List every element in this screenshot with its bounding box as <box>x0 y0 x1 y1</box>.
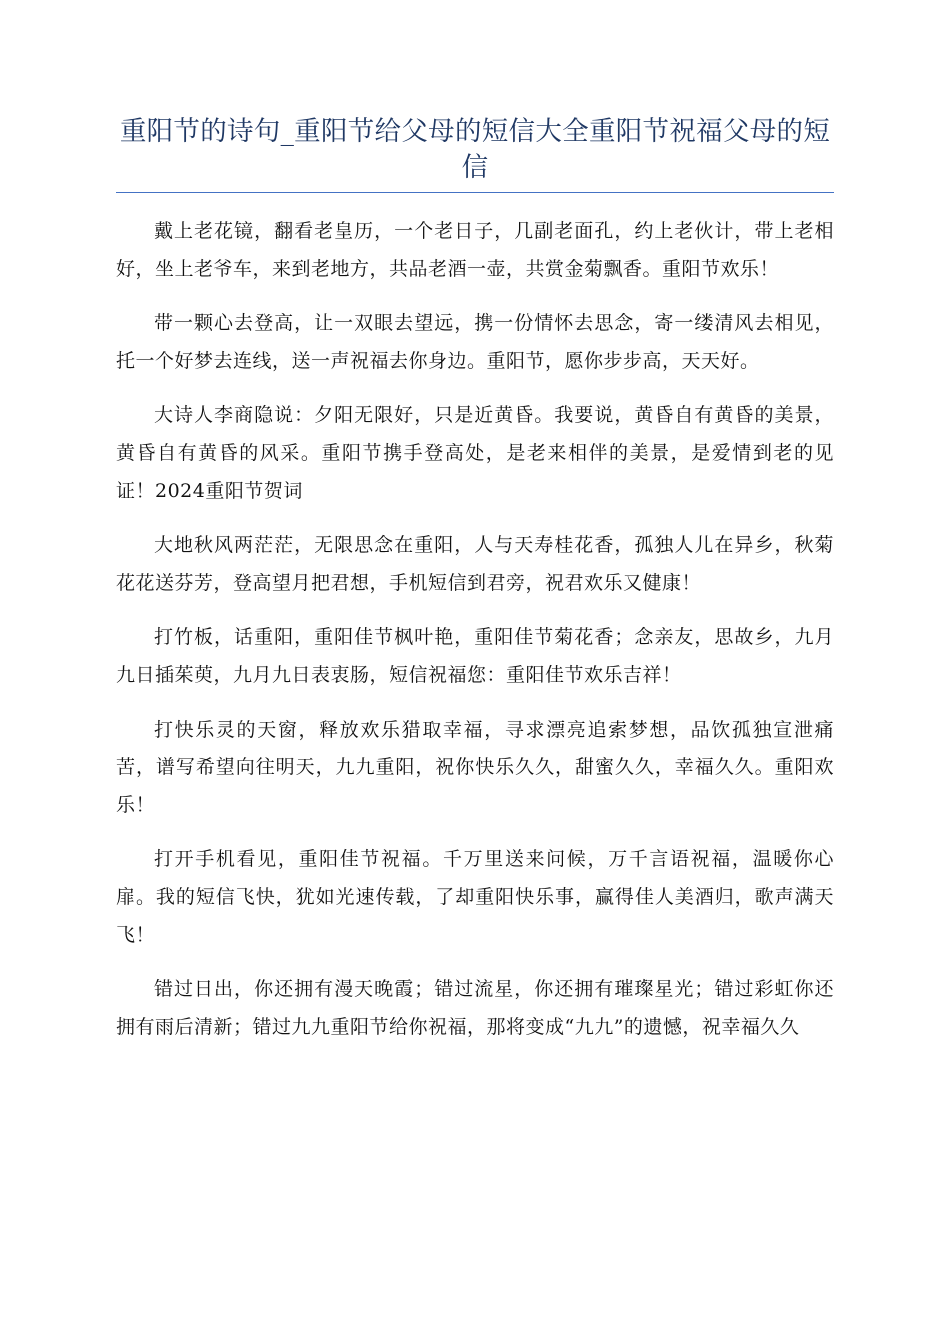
paragraph: 带一颗心去登高，让一双眼去望远，携一份情怀去思念，寄一缕清风去相见，托一个好梦去连线，送一声祝福去你身边。重阳节，愿你步步高，天天好。 <box>116 312 834 372</box>
paragraph: 大诗人李商隐说：夕阳无限好，只是近黄昏。我要说，黄昏自有黄昏的美景，黄昏自有黄昏的风采。重阳节携手登高处，是老来相伴的美景，是爱情到老的见证！2024重阳节贺词 <box>116 404 834 502</box>
paragraph: 错过日出，你还拥有漫天晚霞；错过流星，你还拥有璀璨星光；错过彩虹你还拥有雨后清新；错过九九重阳节给你祝福，那将变成“九九”的遗憾，祝幸福久久 <box>116 978 834 1038</box>
document-body <box>116 213 834 1046</box>
paragraph: 打竹板，话重阳，重阳佳节枫叶艳，重阳佳节菊花香；念亲友，思故乡，九月九日插茱萸，九月九日表衷肠，短信祝福您：重阳佳节欢乐吉祥！ <box>116 626 834 686</box>
paragraph: 打开手机看见，重阳佳节祝福。千万里送来问候，万千言语祝福，温暖你心扉。我的短信飞快，犹如光速传载，了却重阳快乐事，赢得佳人美酒归，歌声满天飞！ <box>116 848 834 946</box>
paragraph: 戴上老花镜，翻看老皇历，一个老日子，几副老面孔，约上老伙计，带上老相好，坐上老爷车，来到老地方，共品老酒一壶，共赏金菊飘香。重阳节欢乐！ <box>116 220 834 280</box>
paragraph: 打快乐灵的天窗，释放欢乐猎取幸福，寻求漂亮追索梦想，品饮孤独宣泄痛苦，谱写希望向往明天，九九重阳，祝你快乐久久，甜蜜久久，幸福久久。重阳欢乐！ <box>116 718 834 816</box>
document-page <box>116 0 834 1063</box>
paragraph: 大地秋风两茫茫，无限思念在重阳，人与天寿桂花香，孤独人儿在异乡，秋菊花花送芬芳，登高望月把君想，手机短信到君旁，祝君欢乐又健康！ <box>116 534 834 594</box>
document-title: 重阳节的诗句_重阳节给父母的短信大全重阳节祝福父母的短信 <box>116 114 834 193</box>
